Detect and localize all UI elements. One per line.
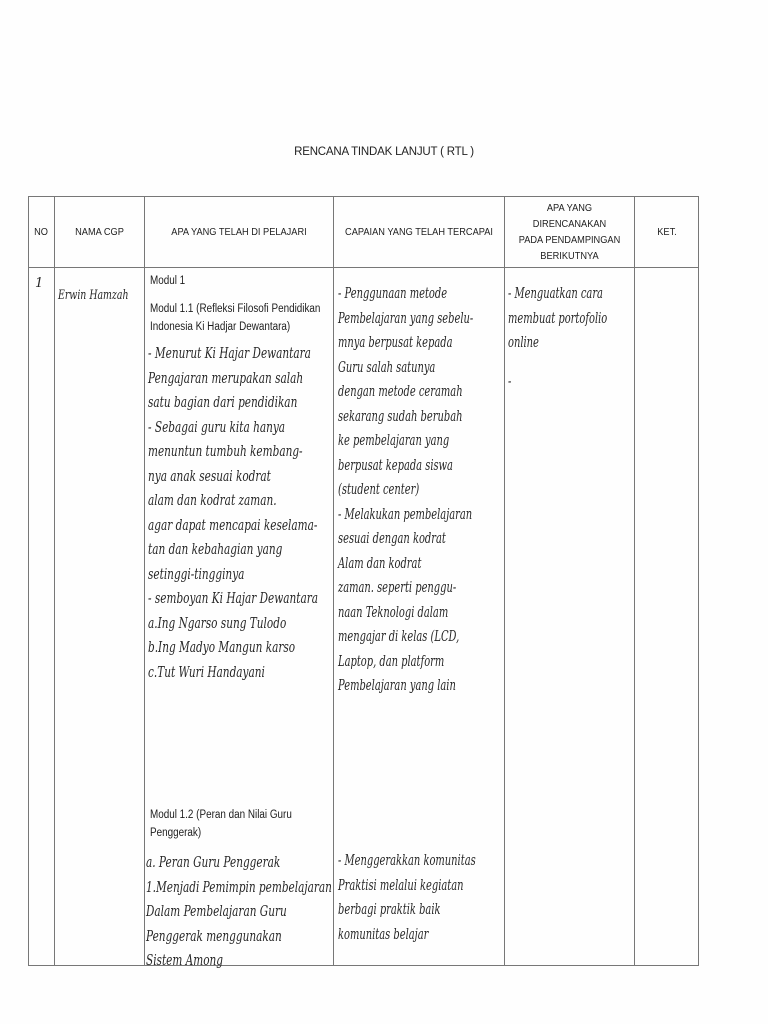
col-divider bbox=[504, 196, 505, 966]
handwritten-line: berpusat kepada siswa bbox=[338, 455, 453, 474]
handwritten-line: 1.Menjadi Pemimpin pembelajaran bbox=[146, 877, 332, 896]
handwritten-line: berbagi praktik baik bbox=[338, 900, 441, 918]
handwritten-line: mengajar di kelas (LCD, bbox=[338, 627, 460, 645]
handwritten-line: b.Ing Madyo Mangun karso bbox=[148, 638, 296, 656]
handwritten-line: a.Ing Ngarso sung Tulodo bbox=[148, 613, 287, 632]
rencana-dash: - bbox=[508, 372, 512, 390]
handwritten-line: - Menurut Ki Hajar Dewantara bbox=[148, 344, 311, 362]
handwritten-line: setinggi-tingginya bbox=[148, 564, 245, 583]
handwritten-line: Sistem Among bbox=[146, 951, 224, 969]
handwritten-line: Pengajaran merupakan salah bbox=[148, 368, 304, 387]
modul-1-1-line: Indonesia Ki Hadjar Dewantara) bbox=[150, 321, 291, 333]
document-title: RENCANA TINDAK LANJUT ( RTL ) bbox=[294, 146, 474, 158]
row-number: 1 bbox=[35, 276, 44, 291]
handwritten-line: Laptop, dan platform bbox=[338, 651, 445, 670]
header-ket: KET. bbox=[657, 226, 677, 238]
col-divider bbox=[54, 196, 55, 966]
col-divider bbox=[333, 196, 334, 966]
cgp-name: Erwin Hamzah bbox=[58, 288, 129, 303]
modul-1-1-heading bbox=[150, 300, 320, 336]
header-rencana bbox=[513, 196, 627, 268]
handwritten-line: c.Tut Wuri Handayani bbox=[148, 662, 265, 681]
handwritten-line: Guru salah satunya bbox=[338, 357, 436, 376]
handwritten-line: - semboyan Ki Hajar Dewantara bbox=[148, 589, 319, 607]
handwritten-line: komunitas belajar bbox=[338, 924, 429, 943]
apa-notes-modul-1-2 bbox=[146, 850, 332, 973]
col-divider bbox=[144, 196, 145, 966]
handwritten-line: mnya berpusat kepada bbox=[338, 333, 453, 351]
handwritten-line: agar dapat mencapai keselama- bbox=[148, 515, 318, 534]
capaian-notes-1 bbox=[338, 281, 473, 698]
handwritten-line: a. Peran Guru Penggerak bbox=[146, 853, 281, 871]
handwritten-line: tan dan kebahagian yang bbox=[148, 540, 283, 558]
modul-1-2-line: Penggerak) bbox=[150, 827, 202, 839]
handwritten-line: sesuai dengan kodrat bbox=[338, 529, 446, 547]
handwritten-line: ke pembelajaran yang bbox=[338, 431, 450, 449]
handwritten-line: Dalam Pembelajaran Guru bbox=[146, 902, 287, 920]
handwritten-line: satu bagian dari pendidikan bbox=[148, 393, 298, 411]
modul-1-1-line: Modul 1.1 (Refleksi Filosofi Pendidikan bbox=[150, 303, 321, 315]
modul-1-2-heading bbox=[150, 806, 292, 842]
header-rencana-line: BERIKUTNYA bbox=[540, 250, 599, 262]
handwritten-line: sekarang sudah berubah bbox=[338, 406, 463, 425]
modul-1-2-line: Modul 1.2 (Peran dan Nilai Guru bbox=[150, 809, 292, 821]
header-nama-cgp: NAMA CGP bbox=[75, 226, 124, 238]
rencana-notes bbox=[508, 281, 607, 355]
handwritten-line: dengan metode ceramah bbox=[338, 382, 463, 400]
handwritten-line: - Menguatkan cara bbox=[508, 284, 603, 302]
col-divider bbox=[634, 196, 635, 966]
handwritten-line: membuat portofolio bbox=[508, 308, 608, 327]
header-rencana-line: PADA PENDAMPINGAN bbox=[518, 234, 621, 246]
handwritten-line: - Menggerakkan komunitas bbox=[338, 851, 476, 869]
handwritten-line: - Penggunaan metode bbox=[338, 284, 448, 302]
handwritten-line: Praktisi melalui kegiatan bbox=[338, 875, 464, 894]
handwritten-line: - Melakukan pembelajaran bbox=[338, 504, 473, 523]
handwritten-line: zaman. seperti penggu- bbox=[338, 578, 457, 596]
handwritten-line: nya anak sesuai kodrat bbox=[148, 466, 271, 485]
handwritten-line: Pembelajaran yang sebelu- bbox=[338, 308, 474, 327]
header-no: NO bbox=[34, 226, 48, 238]
handwritten-line: Pembelajaran yang lain bbox=[338, 676, 456, 694]
capaian-notes-2 bbox=[338, 848, 476, 946]
handwritten-line: naan Teknologi dalam bbox=[338, 602, 449, 621]
handwritten-line: (student center) bbox=[338, 480, 420, 498]
handwritten-line: alam dan kodrat zaman. bbox=[148, 491, 277, 509]
handwritten-line: menuntun tumbuh kembang- bbox=[148, 442, 303, 460]
handwritten-line: - Sebagai guru kita hanya bbox=[148, 417, 286, 436]
header-apa-dipelajari: APA YANG TELAH DI PELAJARI bbox=[171, 226, 307, 238]
header-rencana-line: APA YANG DIRENCANAKAN bbox=[532, 202, 607, 230]
modul-heading: Modul 1 bbox=[150, 275, 186, 287]
handwritten-line: Alam dan kodrat bbox=[338, 553, 422, 572]
apa-notes-modul-1-1 bbox=[148, 341, 318, 684]
header-capaian: CAPAIAN YANG TELAH TERCAPAI bbox=[345, 226, 493, 238]
handwritten-line: Penggerak menggunakan bbox=[146, 926, 282, 945]
handwritten-line: online bbox=[508, 333, 539, 351]
